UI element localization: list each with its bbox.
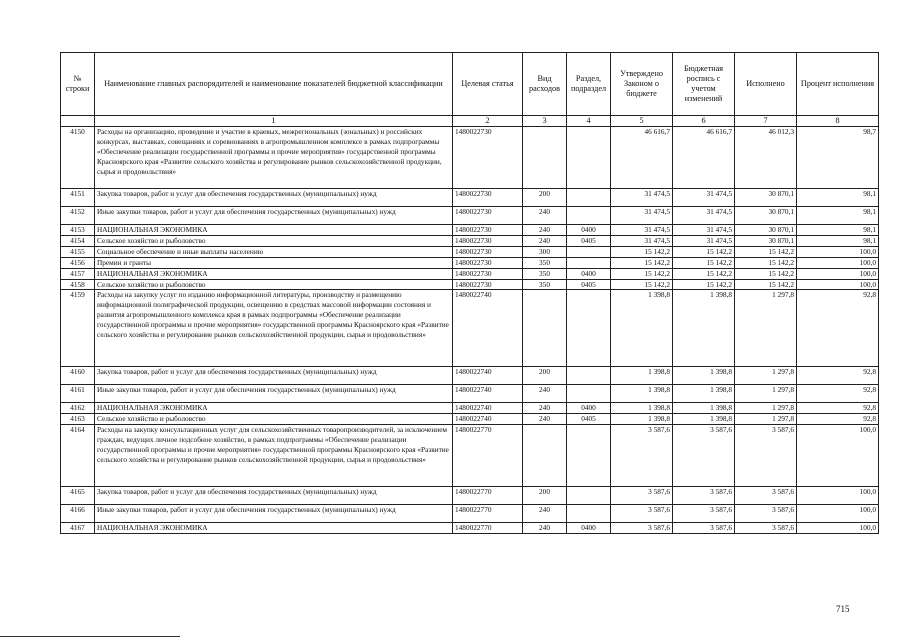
executed-amount: 1 297,8 — [735, 367, 797, 385]
target-article: 1480022730 — [453, 257, 523, 268]
table-row — [61, 523, 879, 534]
section-code — [567, 189, 611, 207]
column-number: 1 — [95, 116, 453, 127]
row-number: 4152 — [61, 207, 95, 225]
table-row — [61, 367, 879, 385]
target-article: 1480022730 — [453, 127, 523, 189]
column-number: 2 — [453, 116, 523, 127]
schedule-amount: 1 398,8 — [673, 290, 735, 367]
row-number: 4163 — [61, 414, 95, 425]
expense-type: 240 — [523, 505, 567, 523]
execution-percent: 98,1 — [797, 225, 879, 236]
section-code: 0400 — [567, 225, 611, 236]
target-article: 1480022740 — [453, 414, 523, 425]
expense-type: 300 — [523, 246, 567, 257]
target-article: 1480022770 — [453, 523, 523, 534]
schedule-amount: 1 398,8 — [673, 414, 735, 425]
row-number: 4161 — [61, 385, 95, 403]
column-number: 5 — [611, 116, 673, 127]
approved-amount: 15 142,2 — [611, 279, 673, 290]
section-code — [567, 385, 611, 403]
header-approved: Утверждено Законом о бюджете — [611, 53, 673, 116]
table-row — [61, 385, 879, 403]
table-row — [61, 257, 879, 268]
approved-amount: 46 616,7 — [611, 127, 673, 189]
schedule-amount: 31 474,5 — [673, 207, 735, 225]
approved-amount: 15 142,2 — [611, 246, 673, 257]
row-number: 4154 — [61, 235, 95, 246]
column-number-row — [61, 116, 879, 127]
budget-table — [60, 52, 879, 534]
approved-amount: 31 474,5 — [611, 189, 673, 207]
approved-amount: 3 587,6 — [611, 425, 673, 487]
approved-amount: 31 474,5 — [611, 207, 673, 225]
target-article: 1480022730 — [453, 268, 523, 279]
approved-amount: 31 474,5 — [611, 225, 673, 236]
schedule-amount: 31 474,5 — [673, 225, 735, 236]
executed-amount: 15 142,2 — [735, 268, 797, 279]
schedule-amount: 31 474,5 — [673, 189, 735, 207]
target-article: 1480022740 — [453, 385, 523, 403]
target-article: 1480022770 — [453, 505, 523, 523]
column-number: 8 — [797, 116, 879, 127]
target-article: 1480022740 — [453, 367, 523, 385]
row-number: 4165 — [61, 487, 95, 505]
approved-amount: 1 398,8 — [611, 414, 673, 425]
section-code — [567, 487, 611, 505]
expense-type: 240 — [523, 225, 567, 236]
table-row — [61, 246, 879, 257]
footer-rule — [0, 636, 180, 637]
expense-type: 240 — [523, 414, 567, 425]
row-number: 4158 — [61, 279, 95, 290]
table-row — [61, 189, 879, 207]
executed-amount: 3 587,6 — [735, 523, 797, 534]
row-name: Премии и гранты — [95, 257, 453, 268]
header-row — [61, 53, 879, 116]
row-number: 4151 — [61, 189, 95, 207]
row-name: НАЦИОНАЛЬНАЯ ЭКОНОМИКА — [95, 225, 453, 236]
approved-amount: 3 587,6 — [611, 505, 673, 523]
row-name: НАЦИОНАЛЬНАЯ ЭКОНОМИКА — [95, 403, 453, 414]
approved-amount: 31 474,5 — [611, 235, 673, 246]
expense-type — [523, 290, 567, 367]
column-number: 4 — [567, 116, 611, 127]
section-code — [567, 367, 611, 385]
executed-amount: 30 870,1 — [735, 207, 797, 225]
table-row — [61, 505, 879, 523]
execution-percent: 100,0 — [797, 523, 879, 534]
execution-percent: 92,8 — [797, 367, 879, 385]
execution-percent: 98,1 — [797, 207, 879, 225]
table-row — [61, 279, 879, 290]
schedule-amount: 1 398,8 — [673, 367, 735, 385]
header-section: Раздел, подраздел — [567, 53, 611, 116]
approved-amount: 1 398,8 — [611, 385, 673, 403]
row-name: Сельское хозяйство и рыболовство — [95, 279, 453, 290]
row-name: Закупка товаров, работ и услуг для обеспечения государственных (муниципальных) нужд — [95, 367, 453, 385]
row-number: 4155 — [61, 246, 95, 257]
column-number — [61, 116, 95, 127]
execution-percent: 92,8 — [797, 403, 879, 414]
row-name: Сельское хозяйство и рыболовство — [95, 414, 453, 425]
expense-type: 240 — [523, 207, 567, 225]
execution-percent: 98,1 — [797, 189, 879, 207]
execution-percent: 100,0 — [797, 279, 879, 290]
executed-amount: 15 142,2 — [735, 246, 797, 257]
target-article: 1480022730 — [453, 246, 523, 257]
section-code: 0400 — [567, 403, 611, 414]
schedule-amount: 31 474,5 — [673, 235, 735, 246]
schedule-amount: 1 398,8 — [673, 403, 735, 414]
execution-percent: 100,0 — [797, 246, 879, 257]
section-code — [567, 425, 611, 487]
execution-percent: 100,0 — [797, 268, 879, 279]
approved-amount: 15 142,2 — [611, 257, 673, 268]
executed-amount: 46 012,3 — [735, 127, 797, 189]
executed-amount: 1 297,8 — [735, 414, 797, 425]
target-article: 1480022740 — [453, 403, 523, 414]
executed-amount: 1 297,8 — [735, 290, 797, 367]
expense-type: 200 — [523, 367, 567, 385]
row-name: Иные закупки товаров, работ и услуг для обеспечения государственных (муниципальных) нужд — [95, 505, 453, 523]
column-number: 3 — [523, 116, 567, 127]
row-name: Расходы на организацию, проведение и участие в краевых, межрегиональных (зональных) и российских конкурсах, выставках, совещаниях и соревнованиях в агропромышленном комплексе в рамках подпрограммы «Обеспечение реализации государственной программы и прочие мероприятия» государственной программы Красноярского края «Развитие сельского хозяйства и регулирование рынков сельскохозяйственной продукции, сырья и продовольствия» — [95, 127, 453, 189]
executed-amount: 30 870,1 — [735, 225, 797, 236]
target-article: 1480022770 — [453, 425, 523, 487]
row-name: НАЦИОНАЛЬНАЯ ЭКОНОМИКА — [95, 268, 453, 279]
executed-amount: 15 142,2 — [735, 279, 797, 290]
approved-amount: 15 142,2 — [611, 268, 673, 279]
execution-percent: 100,0 — [797, 425, 879, 487]
row-number: 4167 — [61, 523, 95, 534]
table-row — [61, 235, 879, 246]
executed-amount: 30 870,1 — [735, 189, 797, 207]
column-number: 7 — [735, 116, 797, 127]
header-executed: Исполнено — [735, 53, 797, 116]
budget-table-body — [61, 127, 879, 534]
target-article: 1480022730 — [453, 207, 523, 225]
execution-percent: 100,0 — [797, 487, 879, 505]
row-number: 4166 — [61, 505, 95, 523]
expense-type: 240 — [523, 385, 567, 403]
section-code: 0405 — [567, 414, 611, 425]
approved-amount: 3 587,6 — [611, 523, 673, 534]
schedule-amount: 3 587,6 — [673, 523, 735, 534]
schedule-amount: 15 142,2 — [673, 257, 735, 268]
executed-amount: 1 297,8 — [735, 385, 797, 403]
approved-amount: 1 398,8 — [611, 290, 673, 367]
schedule-amount: 15 142,2 — [673, 246, 735, 257]
section-code — [567, 505, 611, 523]
section-code — [567, 127, 611, 189]
row-number: 4156 — [61, 257, 95, 268]
header-expense-type: Вид расходов — [523, 53, 567, 116]
row-number: 4162 — [61, 403, 95, 414]
table-row — [61, 268, 879, 279]
header-row-number: № строки — [61, 53, 95, 116]
row-name: Иные закупки товаров, работ и услуг для обеспечения государственных (муниципальных) нужд — [95, 207, 453, 225]
approved-amount: 3 587,6 — [611, 487, 673, 505]
target-article: 1480022730 — [453, 225, 523, 236]
row-name: Расходы на закупку услуг по изданию информационной литературы, производству и размещению информационной полиграфической продукции, освещению в средствах массовой информации состояния и развития агропромышленного комплекса края в рамках подпрограммы «Обеспечение реализации государственной программы и прочие мероприятия» государственной программы Красноярского края «Развитие сельского хозяйства и регулирование рынков сельскохозяйственной продукции, сырья и продовольствия» — [95, 290, 453, 367]
column-number: 6 — [673, 116, 735, 127]
page-number: 715 — [836, 604, 850, 614]
header-target-article: Целевая статья — [453, 53, 523, 116]
expense-type: 350 — [523, 257, 567, 268]
section-code: 0400 — [567, 523, 611, 534]
header-percent: Процент исполнения — [797, 53, 879, 116]
executed-amount: 3 587,6 — [735, 505, 797, 523]
table-row — [61, 425, 879, 487]
executed-amount: 15 142,2 — [735, 257, 797, 268]
header-schedule: Бюджетная роспись с учетом изменений — [673, 53, 735, 116]
table-row — [61, 207, 879, 225]
target-article: 1480022740 — [453, 290, 523, 367]
table-row — [61, 127, 879, 189]
executed-amount: 30 870,1 — [735, 235, 797, 246]
row-number: 4153 — [61, 225, 95, 236]
table-row — [61, 487, 879, 505]
table-row — [61, 403, 879, 414]
approved-amount: 1 398,8 — [611, 367, 673, 385]
executed-amount: 1 297,8 — [735, 403, 797, 414]
expense-type: 240 — [523, 403, 567, 414]
expense-type: 350 — [523, 268, 567, 279]
row-name: Иные закупки товаров, работ и услуг для обеспечения государственных (муниципальных) нужд — [95, 385, 453, 403]
table-row — [61, 290, 879, 367]
execution-percent: 100,0 — [797, 505, 879, 523]
expense-type: 200 — [523, 487, 567, 505]
schedule-amount: 3 587,6 — [673, 505, 735, 523]
section-code: 0405 — [567, 235, 611, 246]
expense-type: 200 — [523, 189, 567, 207]
schedule-amount: 15 142,2 — [673, 279, 735, 290]
execution-percent: 98,1 — [797, 235, 879, 246]
row-name: Социальное обеспечение и иные выплаты населению — [95, 246, 453, 257]
executed-amount: 3 587,6 — [735, 425, 797, 487]
target-article: 1480022730 — [453, 235, 523, 246]
execution-percent: 98,7 — [797, 127, 879, 189]
row-number: 4157 — [61, 268, 95, 279]
schedule-amount: 15 142,2 — [673, 268, 735, 279]
target-article: 1480022730 — [453, 279, 523, 290]
expense-type: 240 — [523, 523, 567, 534]
table-row — [61, 414, 879, 425]
row-number: 4160 — [61, 367, 95, 385]
execution-percent: 92,8 — [797, 385, 879, 403]
row-name: Закупка товаров, работ и услуг для обеспечения государственных (муниципальных) нужд — [95, 189, 453, 207]
section-code: 0405 — [567, 279, 611, 290]
row-name: Сельское хозяйство и рыболовство — [95, 235, 453, 246]
expense-type: 350 — [523, 279, 567, 290]
row-name: Расходы на закупку консультационных услуг для сельскохозяйственных товаропроизводителей, за исключением граждан, ведущих личное подсобное хозяйство, в рамках подпрограммы «Обеспечение реализации государственной программы и прочие мероприятия» государственной программы Красноярского края «Развитие сельского хозяйства и регулирование рынков сельскохозяйственной продукции, сырья и продовольствия» — [95, 425, 453, 487]
row-name: НАЦИОНАЛЬНАЯ ЭКОНОМИКА — [95, 523, 453, 534]
schedule-amount: 3 587,6 — [673, 425, 735, 487]
expense-type: 240 — [523, 235, 567, 246]
section-code — [567, 290, 611, 367]
schedule-amount: 46 616,7 — [673, 127, 735, 189]
execution-percent: 92,8 — [797, 290, 879, 367]
row-number: 4159 — [61, 290, 95, 367]
row-number: 4164 — [61, 425, 95, 487]
expense-type — [523, 425, 567, 487]
schedule-amount: 1 398,8 — [673, 385, 735, 403]
header-name: Наименование главных распорядителей и наименование показателей бюджетной классификации — [95, 53, 453, 116]
approved-amount: 1 398,8 — [611, 403, 673, 414]
expense-type — [523, 127, 567, 189]
section-code — [567, 207, 611, 225]
schedule-amount: 3 587,6 — [673, 487, 735, 505]
table-row — [61, 225, 879, 236]
execution-percent: 92,8 — [797, 414, 879, 425]
row-number: 4150 — [61, 127, 95, 189]
section-code — [567, 246, 611, 257]
target-article: 1480022730 — [453, 189, 523, 207]
execution-percent: 100,0 — [797, 257, 879, 268]
target-article: 1480022770 — [453, 487, 523, 505]
section-code: 0400 — [567, 268, 611, 279]
executed-amount: 3 587,6 — [735, 487, 797, 505]
row-name: Закупка товаров, работ и услуг для обеспечения государственных (муниципальных) нужд — [95, 487, 453, 505]
section-code — [567, 257, 611, 268]
